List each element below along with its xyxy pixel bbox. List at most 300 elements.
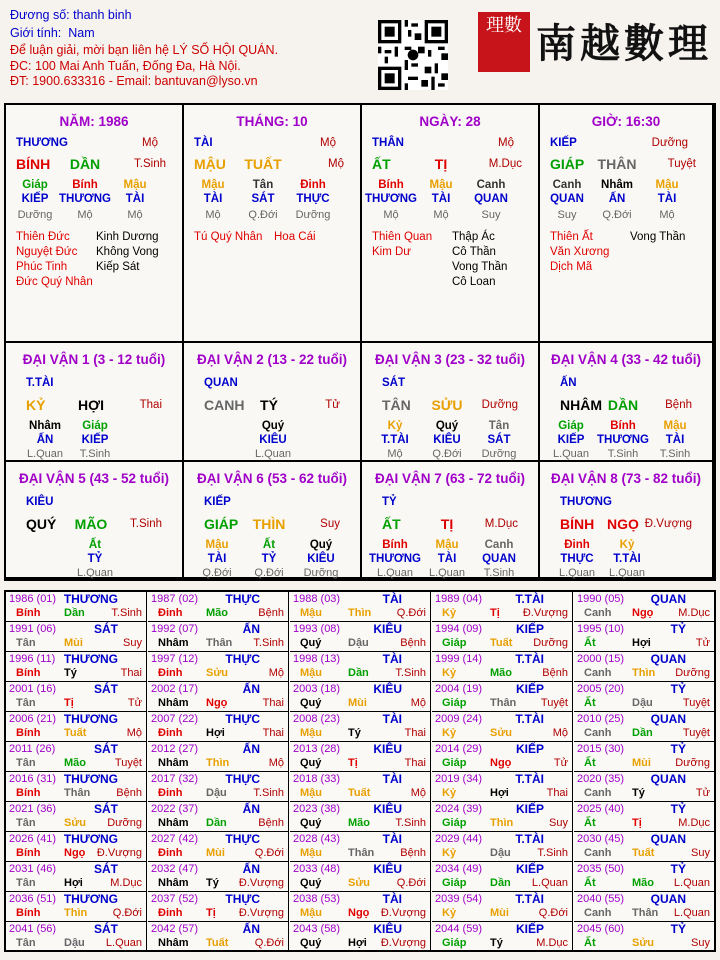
- year-cell: [574, 652, 714, 682]
- year-cell: [6, 652, 147, 682]
- year-chi: Tý: [348, 727, 361, 739]
- year-chi: Tý: [490, 937, 503, 949]
- hidden-can: Bính: [382, 539, 408, 551]
- year-state: Thai: [546, 787, 568, 799]
- than-sat: Thiên Quan: [372, 231, 433, 243]
- hidden-star: TÀI: [207, 553, 227, 565]
- year-cell: [148, 772, 289, 802]
- year-cell: [432, 922, 573, 952]
- daivan-star: THƯƠNG: [560, 496, 612, 508]
- annual-luck-table: [4, 590, 716, 952]
- hidden-can: Mậu: [435, 539, 459, 551]
- hidden-state: Mộ: [659, 209, 675, 221]
- daivan-title: ĐẠI VẬN 3 (23 - 32 tuổi): [374, 352, 526, 367]
- year-star: KIẾP: [515, 742, 544, 756]
- year-cell: [290, 592, 431, 622]
- year-chi: Sửu: [632, 937, 655, 949]
- hidden-state: L.Quan: [558, 567, 596, 579]
- hidden-can: Bính: [610, 420, 636, 432]
- year-can: Tân: [16, 937, 36, 949]
- year-state: Mộ: [126, 727, 142, 739]
- hidden-state: L.Quan: [76, 567, 114, 579]
- hidden-can: Ất: [88, 539, 102, 551]
- year-star: SÁT: [94, 742, 118, 756]
- hidden-star: KIẾP: [81, 434, 109, 446]
- year-star: ẤN: [242, 742, 260, 756]
- hidden-state: Q.Đới: [248, 209, 278, 221]
- year-cell: [148, 862, 289, 892]
- year-cell: [148, 832, 289, 862]
- hidden-star: KIÊU: [307, 553, 335, 565]
- daivan-state: Dưỡng: [481, 399, 518, 411]
- daivan-cell: [184, 343, 362, 462]
- year-star: KIẾP: [515, 922, 544, 936]
- year-label: 2023 (38): [293, 803, 341, 815]
- hidden-can: Đinh: [564, 539, 590, 551]
- year-cell: [148, 592, 289, 622]
- year-state: Suy: [123, 637, 142, 649]
- year-state: Bệnh: [116, 787, 142, 799]
- year-chi: Thìn: [206, 757, 230, 769]
- address-line: ĐC: 100 Mai Anh Tuấn, Đống Đa, Hà Nội.: [10, 58, 241, 73]
- daivan-chi: THÌN: [252, 516, 286, 532]
- hidden-state: T.Sinh: [659, 448, 691, 460]
- than-sat: Văn Xương: [550, 246, 610, 258]
- year-chi: Tuất: [632, 847, 655, 859]
- year-can: Canh: [584, 667, 612, 679]
- hidden-state: Suy: [557, 209, 577, 221]
- contact-line: Để luận giải, mời bạn liên hệ LÝ SỐ HỘI QUÁN.: [10, 43, 279, 57]
- year-chi: Mùi: [632, 757, 651, 769]
- year-can: Kỷ: [442, 787, 457, 799]
- year-label: 2019 (34): [435, 773, 483, 785]
- hidden-can: Quý: [261, 420, 285, 432]
- pillar-title: NGÀY: 28: [419, 114, 481, 129]
- year-label: 1988 (03): [293, 593, 341, 605]
- year-star: QUAN: [650, 892, 686, 906]
- year-label: 1999 (14): [435, 653, 483, 665]
- year-can: Kỷ: [442, 907, 457, 919]
- year-cell: [432, 742, 573, 772]
- hidden-star: T.TÀI: [381, 434, 409, 446]
- year-state: Thai: [262, 727, 284, 739]
- than-sat: Hoa Cái: [274, 231, 316, 243]
- year-cell: [432, 772, 573, 802]
- year-cell: [574, 682, 714, 712]
- year-star: TÀI: [382, 592, 402, 606]
- year-chi: Tý: [206, 877, 219, 889]
- year-star: QUAN: [650, 712, 686, 726]
- hidden-can: Canh: [484, 539, 514, 551]
- hidden-state: Mộ: [205, 209, 221, 221]
- year-star: KIẾP: [515, 862, 544, 876]
- year-chi: Thìn: [632, 667, 656, 679]
- daivan-title: ĐẠI VẬN 2 (13 - 22 tuổi): [196, 352, 348, 367]
- year-star: QUAN: [650, 772, 686, 786]
- year-label: 1997 (12): [151, 653, 199, 665]
- daivan-cell: [362, 343, 540, 462]
- year-state: Thai: [404, 727, 426, 739]
- than-sat: Không Vong: [96, 246, 159, 258]
- daivan-title: ĐẠI VẬN 8 (73 - 82 tuổi): [550, 471, 702, 486]
- year-star: ẤN: [242, 922, 260, 936]
- year-cell: [432, 712, 573, 742]
- hidden-can: Canh: [552, 179, 582, 191]
- year-cell: [574, 892, 714, 922]
- year-cell: [148, 712, 289, 742]
- year-star: TỶ: [670, 622, 686, 636]
- year-cell: [290, 832, 431, 862]
- hidden-star: TÀI: [431, 193, 451, 205]
- year-chi: Sửu: [348, 877, 371, 889]
- daivan-chi: NGỌ: [607, 516, 639, 532]
- year-cell: [6, 742, 147, 772]
- year-star: SÁT: [94, 622, 118, 636]
- year-label: 1998 (13): [293, 653, 341, 665]
- hidden-can: Mậu: [429, 179, 453, 191]
- year-can: Đinh: [158, 787, 183, 799]
- year-state: Q.Đới: [112, 907, 142, 919]
- year-state: Thai: [120, 667, 142, 679]
- pillar-title: GIỜ: 16:30: [591, 114, 661, 129]
- year-cell: [148, 652, 289, 682]
- year-state: Đ.Vượng: [96, 847, 142, 859]
- hidden-state: Dưỡng: [303, 567, 339, 579]
- hidden-can: Đinh: [300, 179, 326, 191]
- hidden-state: Dưỡng: [481, 448, 517, 460]
- year-star: QUAN: [650, 832, 686, 846]
- year-can: Nhâm: [158, 757, 189, 769]
- year-label: 2011 (26): [9, 743, 56, 755]
- year-state: Dưỡng: [675, 667, 710, 679]
- pillar-cell: [362, 105, 540, 343]
- hidden-can: Mậu: [205, 539, 229, 551]
- daivan-can: BÍNH: [560, 516, 595, 532]
- pillar-chi: TUẤT: [244, 156, 282, 172]
- year-star: THỰC: [225, 592, 260, 606]
- year-state: T.Sinh: [253, 787, 284, 799]
- daivan-state: Tử: [325, 399, 340, 411]
- year-can: Canh: [584, 907, 612, 919]
- year-chi: Dần: [206, 817, 227, 829]
- year-state: Bệnh: [400, 847, 426, 859]
- hidden-state: L.Quan: [254, 448, 292, 460]
- year-label: 2025 (40): [577, 803, 625, 815]
- year-state: Suy: [691, 937, 710, 949]
- daivan-can: QUÝ: [26, 516, 57, 532]
- year-star: SÁT: [94, 862, 118, 876]
- year-chi: Sửu: [490, 727, 513, 739]
- year-state: Mộ: [268, 757, 284, 769]
- year-can: Mậu: [300, 907, 322, 919]
- year-label: 1989 (04): [435, 593, 483, 605]
- hidden-state: Mộ: [77, 209, 93, 221]
- year-star: KIÊU: [373, 742, 402, 756]
- year-cell: [6, 862, 147, 892]
- year-label: 2030 (45): [577, 833, 625, 845]
- year-state: L.Quan: [673, 877, 710, 889]
- year-chi: Dậu: [632, 697, 653, 709]
- year-can: Ất: [584, 937, 596, 949]
- year-state: Đ.Vượng: [380, 937, 426, 949]
- year-state: Bệnh: [258, 817, 284, 829]
- year-star: THƯƠNG: [63, 832, 118, 846]
- than-sat: Nguyệt Đức: [16, 246, 78, 258]
- year-chi: Dậu: [64, 937, 85, 949]
- year-chi: Tị: [64, 697, 74, 709]
- year-label: 2008 (23): [293, 713, 341, 725]
- year-label: 2033 (48): [293, 863, 341, 875]
- year-can: Quý: [300, 697, 322, 709]
- hidden-can: Kỷ: [387, 420, 403, 432]
- year-star: SÁT: [94, 922, 118, 936]
- daivan-state: T.Sinh: [130, 518, 162, 530]
- year-state: M.Dục: [536, 937, 568, 949]
- year-chi: Ngọ: [490, 757, 512, 769]
- hidden-can: Mậu: [655, 179, 679, 191]
- hidden-star: ẤN: [608, 193, 626, 205]
- hidden-can: Giáp: [82, 420, 108, 432]
- than-sat: Vong Thần: [630, 231, 686, 243]
- year-star: THƯƠNG: [63, 772, 118, 786]
- year-can: Quý: [300, 757, 322, 769]
- year-label: 2006 (21): [9, 713, 57, 725]
- year-label: 2021 (36): [9, 803, 57, 815]
- year-star: KIẾP: [515, 682, 544, 696]
- year-star: SÁT: [94, 802, 118, 816]
- year-label: 2041 (56): [9, 923, 57, 935]
- year-state: T.Sinh: [395, 817, 426, 829]
- year-star: THƯƠNG: [63, 712, 118, 726]
- year-cell: [432, 802, 573, 832]
- gender-value: Nam: [68, 25, 95, 40]
- year-cell: [290, 772, 431, 802]
- year-chi: Dậu: [348, 637, 369, 649]
- year-can: Đinh: [158, 667, 183, 679]
- year-label: 2035 (50): [577, 863, 625, 875]
- year-cell: [290, 712, 431, 742]
- than-sat: Kim Dư: [372, 246, 412, 258]
- year-can: Kỷ: [442, 607, 457, 619]
- year-state: Suy: [549, 817, 568, 829]
- hidden-can: Quý: [309, 539, 333, 551]
- daivan-star: KIÊU: [26, 496, 54, 508]
- year-chi: Mão: [348, 817, 370, 829]
- year-cell: [432, 592, 573, 622]
- year-label: 2027 (42): [151, 833, 199, 845]
- logo: [478, 8, 714, 76]
- year-label: 2003 (18): [293, 683, 341, 695]
- daivan-chi: SỬU: [431, 397, 463, 413]
- daivan-can: TÂN: [382, 397, 411, 413]
- year-state: Suy: [691, 847, 710, 859]
- header-info: [10, 8, 380, 90]
- year-chi: Thân: [206, 637, 233, 649]
- year-star: TỶ: [670, 862, 686, 876]
- year-chi: Tuất: [64, 727, 87, 739]
- hidden-state: T.Sinh: [607, 448, 639, 460]
- hidden-can: Giáp: [22, 179, 48, 191]
- year-can: Đinh: [158, 847, 183, 859]
- year-label: 2034 (49): [435, 863, 483, 875]
- year-cell: [148, 922, 289, 952]
- year-label: 1993 (08): [293, 623, 341, 635]
- year-chi: Tị: [348, 757, 358, 769]
- year-state: Q.Đới: [396, 877, 426, 889]
- year-can: Nhâm: [158, 937, 189, 949]
- year-cell: [6, 892, 147, 922]
- year-can: Đinh: [158, 907, 183, 919]
- year-chi: Dậu: [490, 847, 511, 859]
- year-label: 1996 (11): [9, 653, 56, 665]
- year-chi: Thân: [348, 847, 375, 859]
- year-can: Nhâm: [158, 637, 189, 649]
- pillar-chi: DẦN: [69, 156, 101, 172]
- daivan-chi: DẦN: [607, 397, 639, 413]
- year-chi: Dần: [490, 877, 511, 889]
- year-can: Quý: [300, 817, 322, 829]
- year-can: Kỷ: [442, 667, 457, 679]
- year-star: T.TÀI: [515, 592, 544, 606]
- pillar-chi-state: T.Sinh: [134, 158, 166, 170]
- year-cell: [148, 682, 289, 712]
- than-sat: Dịch Mã: [550, 261, 593, 273]
- year-cell: [290, 622, 431, 652]
- year-chi: Thìn: [348, 607, 372, 619]
- hidden-star: TỶ: [87, 553, 103, 565]
- year-cell: [574, 862, 714, 892]
- daivan-can: ẤT: [382, 516, 401, 532]
- year-star: TÀI: [382, 832, 402, 846]
- year-star: QUAN: [650, 592, 686, 606]
- year-chi: Hợi: [206, 727, 225, 739]
- daivan-cell: [540, 462, 714, 579]
- year-can: Mậu: [300, 607, 322, 619]
- year-chi: Tuất: [490, 637, 513, 649]
- year-cell: [574, 922, 714, 952]
- daivan-chi: MÃO: [74, 516, 108, 532]
- pillar-chi-state: Tuyệt: [667, 158, 696, 170]
- hidden-state: L.Quan: [552, 448, 590, 460]
- pillar-chi: THÂN: [597, 156, 637, 172]
- owner-label: Đương số:: [10, 8, 70, 22]
- year-label: 2018 (33): [293, 773, 341, 785]
- gender-label: Giới tính:: [10, 25, 62, 40]
- daivan-cell: [540, 343, 714, 462]
- year-state: L.Quan: [105, 937, 142, 949]
- than-sat: Thiên Ất: [550, 231, 593, 243]
- daivan-cell: [184, 462, 362, 579]
- than-sat: Kiếp Sát: [96, 261, 140, 273]
- logo-seal-icon: 理數: [478, 12, 530, 72]
- year-label: 1991 (06): [9, 623, 57, 635]
- year-chi: Dần: [632, 727, 653, 739]
- year-star: KIẾP: [515, 622, 544, 636]
- hidden-star: THƯƠNG: [369, 553, 421, 565]
- hidden-star: THƯƠNG: [59, 193, 111, 205]
- year-chi: Mùi: [490, 907, 509, 919]
- year-star: KIÊU: [373, 922, 402, 936]
- year-label: 2001 (16): [9, 683, 57, 695]
- daivan-title: ĐẠI VẬN 5 (43 - 52 tuổi): [18, 471, 170, 486]
- year-cell: [6, 772, 147, 802]
- year-label: 2043 (58): [293, 923, 341, 935]
- year-can: Giáp: [442, 637, 467, 649]
- pillar-star-state: Mộ: [320, 137, 336, 149]
- year-state: L.Quan: [673, 907, 710, 919]
- year-state: Q.Đới: [396, 607, 426, 619]
- pillar-chi-state: M.Dục: [488, 158, 522, 170]
- year-label: 2038 (53): [293, 893, 341, 905]
- year-state: Tử: [553, 757, 568, 769]
- year-state: Mộ: [268, 667, 284, 679]
- year-label: 2032 (47): [151, 863, 199, 875]
- year-can: Giáp: [442, 757, 467, 769]
- year-star: ẤN: [242, 682, 260, 696]
- hidden-star: TỶ: [261, 553, 277, 565]
- hidden-state: Q.Đới: [602, 209, 632, 221]
- year-state: T.Sinh: [537, 847, 568, 859]
- year-can: Kỷ: [442, 847, 457, 859]
- pillar-can: ẤT: [372, 156, 391, 172]
- year-can: Ất: [584, 637, 596, 649]
- hidden-state: Suy: [481, 209, 501, 221]
- qr-code-icon: [378, 20, 448, 90]
- year-label: 2026 (41): [9, 833, 57, 845]
- year-label: 2024 (39): [435, 803, 483, 815]
- pillar-can: BÍNH: [16, 156, 51, 172]
- year-star: KIÊU: [373, 862, 402, 876]
- year-chi: Tị: [490, 607, 500, 619]
- year-state: T.Sinh: [253, 637, 284, 649]
- year-label: 2016 (31): [9, 773, 57, 785]
- hidden-star: T.TÀI: [613, 553, 641, 565]
- year-cell: [148, 742, 289, 772]
- year-chi: Hợi: [632, 637, 651, 649]
- year-chi: Thìn: [490, 817, 514, 829]
- year-star: ẤN: [242, 622, 260, 636]
- year-can: Bính: [16, 667, 41, 679]
- year-chi: Tý: [632, 787, 645, 799]
- daivan-chi: HỢI: [78, 397, 104, 413]
- year-label: 1987 (02): [151, 593, 199, 605]
- hidden-state: Mộ: [387, 448, 403, 460]
- year-chi: Thân: [64, 787, 91, 799]
- year-state: Mộ: [410, 697, 426, 709]
- year-can: Giáp: [442, 817, 467, 829]
- year-state: Mộ: [552, 727, 568, 739]
- year-cell: [290, 922, 431, 952]
- year-state: Tuyệt: [540, 697, 568, 709]
- hidden-can: Mậu: [663, 420, 687, 432]
- year-star: TÀI: [382, 892, 402, 906]
- year-chi: Tuất: [206, 937, 229, 949]
- year-can: Giáp: [442, 697, 467, 709]
- year-star: THỰC: [225, 832, 260, 846]
- hidden-state: L.Quan: [428, 567, 466, 579]
- year-can: Nhâm: [158, 697, 189, 709]
- than-sat: Kinh Dương: [96, 231, 159, 243]
- year-state: Đ.Vượng: [522, 607, 568, 619]
- hidden-state: L.Quan: [26, 448, 64, 460]
- daivan-chi: TỊ: [440, 516, 454, 532]
- year-state: T.Sinh: [111, 607, 142, 619]
- year-state: Dưỡng: [533, 637, 568, 649]
- than-sat: Cô Thần: [452, 246, 496, 258]
- year-state: Đ.Vượng: [238, 907, 284, 919]
- year-can: Ất: [584, 877, 596, 889]
- pillar-star-state: Mộ: [498, 137, 514, 149]
